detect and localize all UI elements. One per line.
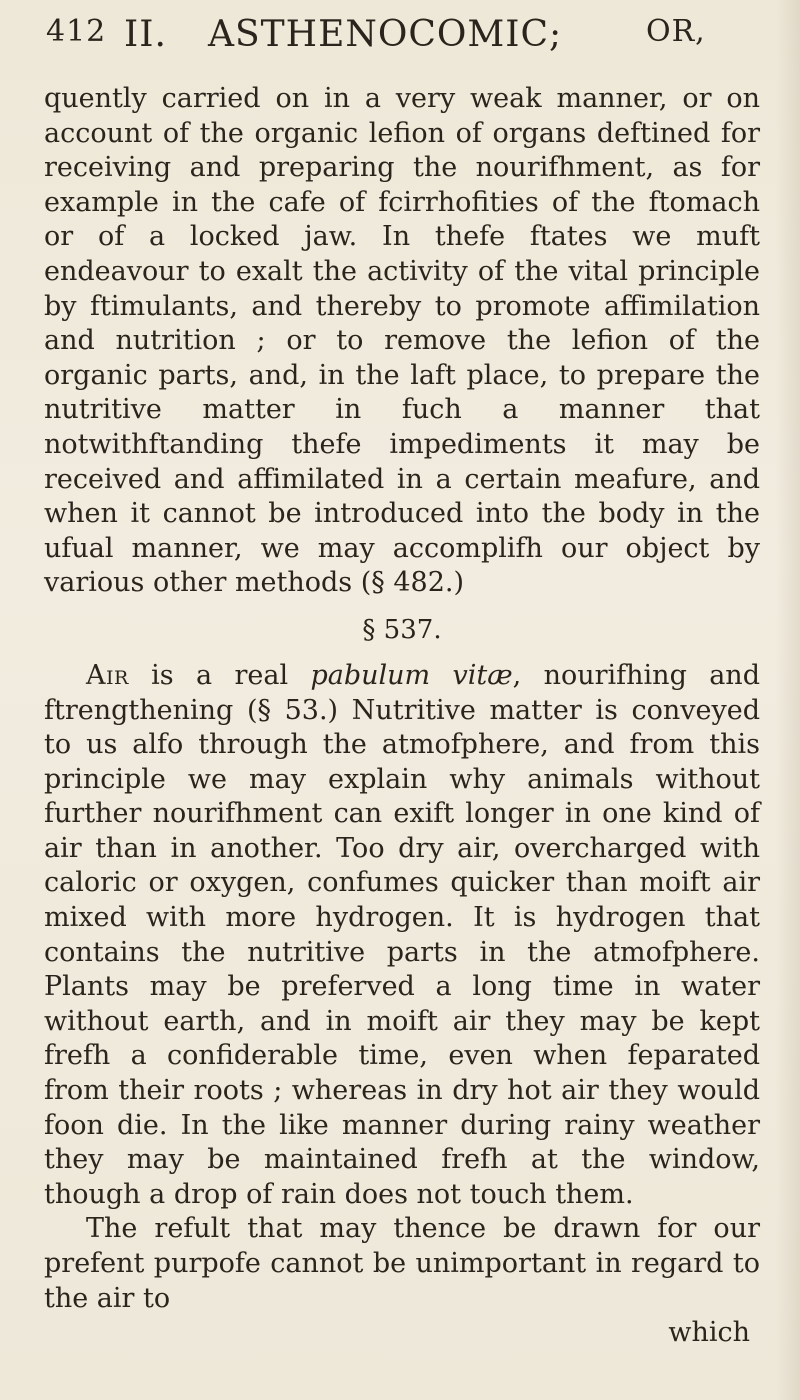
paragraph-text: is a real <box>128 659 311 691</box>
catchword: which <box>668 1317 750 1349</box>
latin-phrase: pabulum vitæ <box>310 659 513 691</box>
paragraph-lead-word: Air <box>86 659 129 691</box>
page-edge-shadow <box>776 0 800 1400</box>
part-number: II. <box>124 14 167 55</box>
paragraph-air <box>44 659 760 1213</box>
body-text <box>44 82 760 1351</box>
page-number: 412 <box>46 14 107 49</box>
paragraph-result: The refult that may thence be drawn for our prefent purpofe cannot be unimportant in regard to the air to <box>44 1213 760 1314</box>
paragraph-text: , nourifhing and ftrengthening (§ 53.) Nutritive matter is conveyed to us alfo through the atmofphere, and from this principle we may explain why animals without further nourifhment can exift longer in one kind of air than in another. Too dry air, overcharged with caloric or oxygen, confumes quicker than moift air mixed with more hydrogen. It is hydrogen that contains the nutritive parts in the atmofphere. Plants may be preferved a long time in water without earth, and in moift air they may be kept frefh a confiderable time, even when feparated from their roots ; whereas in dry hot air they would foon die. In the like manner during rainy weather they may be maintained frefh at the window, though a drop of rain does not touch them. <box>44 659 760 1210</box>
running-header <box>46 14 760 74</box>
section-heading: § 537. <box>362 614 442 645</box>
running-title: ASTHENOCOMIC; <box>208 14 563 55</box>
paragraph-continued: quently carried on in a very weak manner, or on account of the organic lefion of organs deftined for receiving and preparing the nourifhment, as for example in the cafe of fcirrhofities of the ftomach or of a locked jaw. In thefe ftates we muft endeavour to exalt the activity of the vital principle by ftimulants, and thereby to promote affimilation and nutrition ; or to remove the lefion of the organic parts, and, in the laft place, to prepare the nutritive matter in fuch a manner that notwithftanding thefe impediments it may be received and affimilated in a certain meafure, and when it cannot be introduced into the body in the ufual manner, we may accomplifh our object by various other methods (§ 482.) <box>44 83 760 599</box>
running-title-or: OR, <box>646 14 706 49</box>
